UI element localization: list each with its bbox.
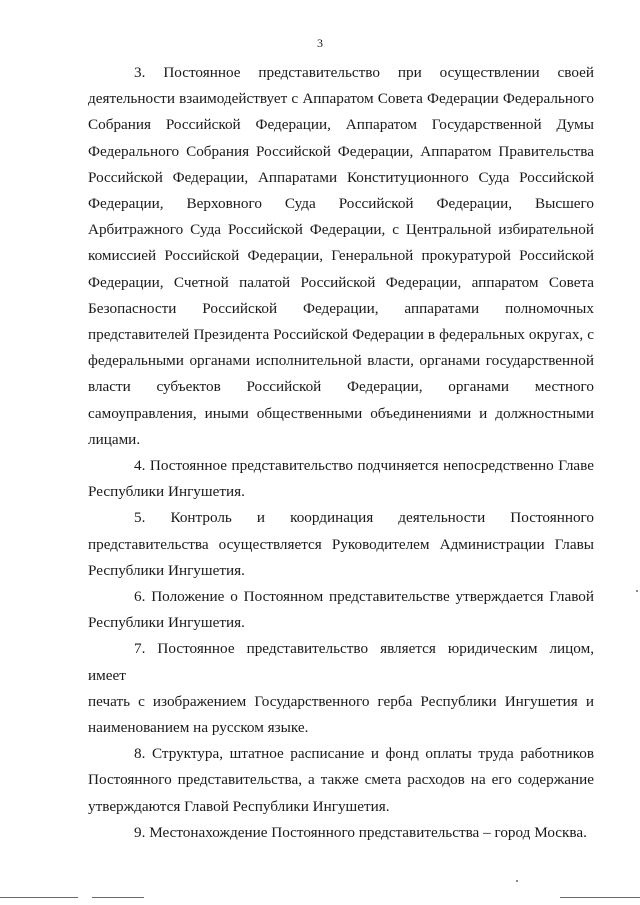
text-line: наименованием на русском языке.: [88, 719, 309, 737]
text-line: комиссией Российской Федерации, Генеральной прокуратурой Российской: [88, 247, 594, 265]
text-line: деятельности взаимодействует с Аппаратом Совета Федерации Федерального: [88, 90, 594, 108]
text-line: 9. Местонахождение Постоянного представительства – город Москва.: [134, 823, 587, 841]
paragraph-3: [88, 60, 594, 453]
text-line: 6. Положение о Постоянном представительстве утверждается Главой: [134, 588, 594, 606]
text-line: 8. Структура, штатное расписание и фонд оплаты труда работников: [134, 745, 594, 763]
text-line: печать с изображением Государственного герба Республики Ингушетия и: [88, 692, 594, 710]
text-line: Федерального Собрания Российской Федерации, Аппаратом Правительства: [88, 142, 594, 160]
text-line: Арбитражного Суда Российской Федерации, с Центральной избирательной: [88, 221, 594, 239]
scan-artifact-line: [92, 897, 144, 898]
text-line: Российской Федерации, Аппаратами Конституционного Суда Российской: [88, 168, 594, 186]
paragraph-8: [88, 741, 594, 820]
text-line: представительства осуществляется Руководителем Администрации Главы: [88, 535, 594, 553]
scan-artifact-line: [560, 897, 640, 898]
paragraph-4: [88, 453, 594, 505]
text-line: лицами.: [88, 430, 141, 448]
text-line: Федерации, Верховного Суда Российской Федерации, Высшего: [88, 195, 594, 213]
paragraph-5: [88, 505, 594, 584]
text-line: власти субъектов Российской Федерации, органами местного: [88, 378, 594, 396]
scan-artifact-dot: [636, 590, 638, 592]
text-line: 5. Контроль и координация деятельности Постоянного: [134, 509, 594, 527]
text-line: 3. Постоянное представительство при осуществлении своей: [134, 64, 594, 81]
paragraph-7: [88, 636, 594, 741]
text-line: федеральными органами исполнительной власти, органами государственной: [88, 352, 594, 370]
text-line: представителей Президента Российской Федерации в федеральных округах, с: [88, 326, 594, 344]
paragraph-9: [88, 820, 594, 846]
scan-artifact-dot: [516, 880, 518, 882]
scan-artifact-line: [0, 897, 78, 898]
text-line: Безопасности Российской Федерации, аппаратами полномочных: [88, 299, 594, 317]
text-line: Республики Ингушетия.: [88, 614, 245, 632]
text-line: 4. Постоянное представительство подчиняется непосредственно Главе: [134, 457, 594, 475]
text-line: Республики Ингушетия.: [88, 483, 245, 501]
text-line: Постоянного представительства, а также смета расходов на его содержание: [88, 771, 594, 789]
text-line: утверждаются Главой Республики Ингушетия.: [88, 797, 390, 815]
page-number: 3: [317, 36, 323, 50]
text-line: самоуправления, иными общественными объединениями и должностными: [88, 404, 594, 422]
paragraph-6: [88, 584, 594, 636]
text-line: Федерации, Счетной палатой Российской Федерации, аппаратом Совета: [88, 273, 594, 291]
text-line: Республики Ингушетия.: [88, 561, 245, 579]
text-line: 7. Постоянное представительство является юридическим лицом, имеет: [88, 640, 594, 684]
text-line: Собрания Российской Федерации, Аппаратом Государственной Думы: [88, 116, 594, 134]
document-body: [88, 60, 594, 846]
